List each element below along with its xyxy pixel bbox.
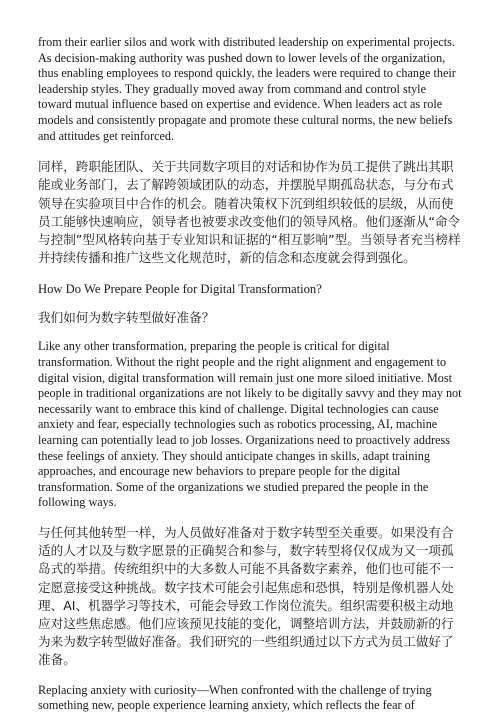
document-page [38,35,462,714]
section-heading-en: How Do We Prepare People for Digital Transformation? [38,282,322,297]
paragraph-en-1: from their earlier silos and work with distributed leadership on experimental projects. As decision-making authority was pushed down to lower levels of the organization, thus enabling employees to respond quickly, the leaders were required to change their leadership styles. They gradually moved away from command and control style toward mutual influence based on expertise and evidence. When leaders act as role models and consistently propagate and promote these cultural norms, the new beliefs and attitudes get reinforced. [38,35,456,143]
paragraph-en-3: Replacing anxiety with curiosity—When confronted with the challenge of trying something new, people experience learning anxiety, which reflects the fear of [38,682,432,713]
paragraph-zh-2: 与任何其他转型一样，为人员做好准备对于数字转型至关重要。如果没有合适的人才以及与数字愿景的正确契合和参与，数字转型将仅仅成为又一项孤岛式的举措。传统组织中的大多数人可能不具备数字素养，他们也可能不一定愿意接受这种挑战。数字技术可能会引起焦虑和恐惧，特别是像机器人处理、AI、机器学习等技术，可能会导致工作岗位流失。组织需要积极主动地应对这些焦虑感。他们应该预见技能的变化，调整培训方法，并鼓励新的行为来为数字转型做好准备。我们研究的一些组织通过以下方式为员工做好了准备。 [38,524,454,668]
paragraph-en-2: Like any other transformation, preparing the people is critical for digital transformation. Without the right people and the right alignment and engagement to digital vision, digital transformation will remain just one more siloed initiative. Most people in traditional organizations are not likely to be digitally savvy and they may not necessarily want to embrace this kind of challenge. Digital technologies can cause anxiety and fear, especially technologies such as robotics processing, AI, machine learning can potentially lead to job losses. Organizations need to proactively address these feelings of anxiety. They should anticipate changes in skills, adapt training approaches, and encourage new behaviors to prepare people for the digital transformation. Some of the organizations we studied prepared the people in the following ways. [38,339,462,510]
section-heading-zh: 我们如何为数字转型做好准备？ [38,310,215,326]
paragraph-zh-1: 同样，跨职能团队、关于共同数字项目的对话和协作为员工提供了跳出其职能或业务部门，去了解跨领域团队的动态，并摆脱早期孤岛状态，与分布式领导在实验项目中合作的机会。随着决策权下沉到组织较低的层级，从而使员工能够快速响应，领导者也被要求改变他们的领导风格。他们逐渐从“命令与控制”型风格转向基于专业知识和证据的“相互影响”型。当领导者充当榜样并持续传播和推广这些文化规范时，新的信念和态度就会得到强化。 [38,159,461,266]
